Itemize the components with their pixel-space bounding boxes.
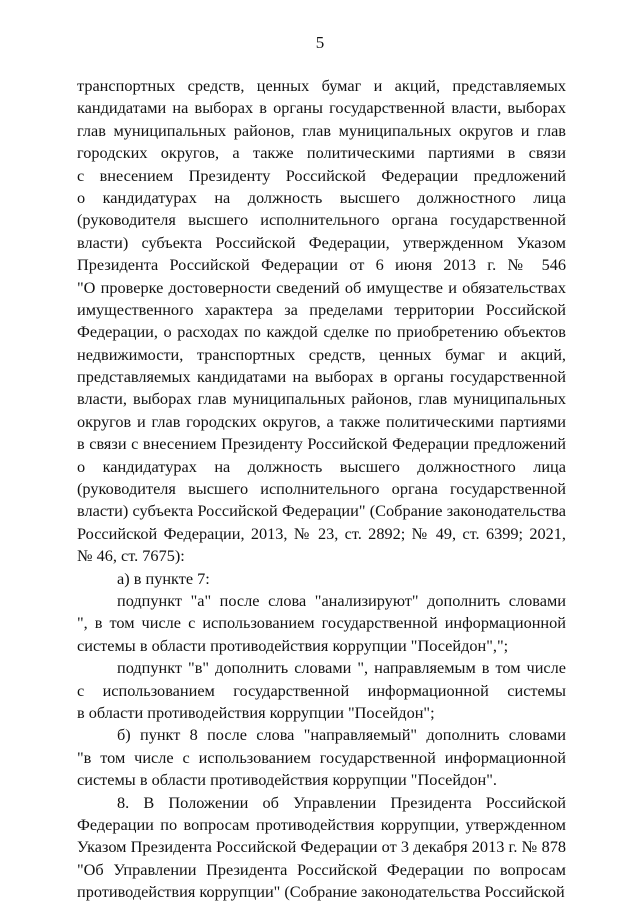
continuation-paragraph [77, 75, 566, 568]
text-line: с внесением Президенту Российской Федерации предложений [77, 165, 566, 185]
text-line: власти) субъекта Российской Федерации" (Собрание законодательства [77, 501, 566, 521]
text-line: (руководителя высшего исполнительного органа государственной [77, 210, 566, 230]
text-line: недвижимости, транспортных средств, ценных бумаг и акций, [77, 344, 566, 364]
text-line: б) пункт 8 после слова "направляемый" дополнить словами [117, 725, 566, 745]
text-line: о кандидатурах на должность высшего должностного лица [77, 456, 566, 476]
text-line: кандидатами на выборах в органы государственной власти, выборах [77, 98, 566, 118]
text-line: транспортных средств, ценных бумаг и акций, представляемых [77, 76, 566, 95]
page-number: 5 [315, 33, 325, 52]
text-line: 8. В Положении об Управлении Президента Российской [117, 792, 566, 812]
text-line: (руководителя высшего исполнительного органа государственной [77, 479, 566, 499]
text-line: "в том числе с использованием государственной информационной [77, 747, 566, 767]
text-line: ", в том числе с использованием государственной информационной [77, 613, 566, 633]
item-b-paragraph [77, 724, 566, 791]
text-line: с использованием государственной информационной системы [77, 680, 566, 700]
text-line: имущественного характера за пределами территории Российской [77, 299, 566, 319]
text-line: "О проверке достоверности сведений об имуществе и обязательствах [77, 277, 566, 297]
text-line: власти) субъекта Российской Федерации, утвержденном Указом [77, 232, 566, 252]
subitem-v-paragraph [77, 657, 566, 724]
text-line: Российской Федерации, 2013, № 23, ст. 2892; № 49, ст. 6399; 2021, [77, 523, 566, 543]
text-line: в связи с внесением Президенту Российской Федерации предложений [77, 434, 566, 454]
text-line: а) в пункте 7: [117, 568, 210, 588]
text-line: "Об Управлении Президента Российской Федерации по вопросам [77, 859, 566, 879]
document-body [77, 75, 566, 903]
text-line: округов и глав городских округов, а также политическими партиями [77, 411, 566, 431]
text-line: Указом Президента Российской Федерации от 3 декабря 2013 г. № 878 [77, 837, 566, 857]
text-line: № 46, ст. 7675): [77, 546, 185, 566]
text-line: о кандидатурах на должность высшего должностного лица [77, 187, 566, 207]
text-line: системы в области противодействия коррупции "Посейдон". [77, 770, 497, 790]
text-line: подпункт "в" дополнить словами ", направляемым в том числе [117, 658, 566, 678]
text-line: власти, выборах глав муниципальных районов, глав муниципальных [77, 389, 566, 409]
item-a-paragraph [77, 568, 566, 590]
text-line: Федерации, о расходах по каждой сделке по приобретению объектов [77, 322, 566, 342]
text-line: противодействия коррупции" (Собрание законодательства Российской [77, 882, 565, 902]
text-line: подпункт "а" после слова "анализируют" дополнить словами [117, 590, 566, 610]
text-line: глав муниципальных районов, глав муниципальных округов и глав [77, 120, 566, 140]
text-line: системы в области противодействия коррупции "Посейдон","; [77, 635, 509, 655]
text-line: в области противодействия коррупции "Посейдон"; [77, 702, 435, 722]
subitem-a-paragraph [77, 590, 566, 657]
text-line: представляемых кандидатами на выборах в органы государственной [77, 367, 566, 387]
text-line: Президента Российской Федерации от 6 июня 2013 г. № 546 [77, 255, 566, 275]
text-line: Федерации по вопросам противодействия коррупции, утвержденном [77, 814, 566, 834]
section-8-paragraph [77, 792, 566, 904]
text-line: городских округов, а также политическими партиями в связи [77, 143, 566, 163]
